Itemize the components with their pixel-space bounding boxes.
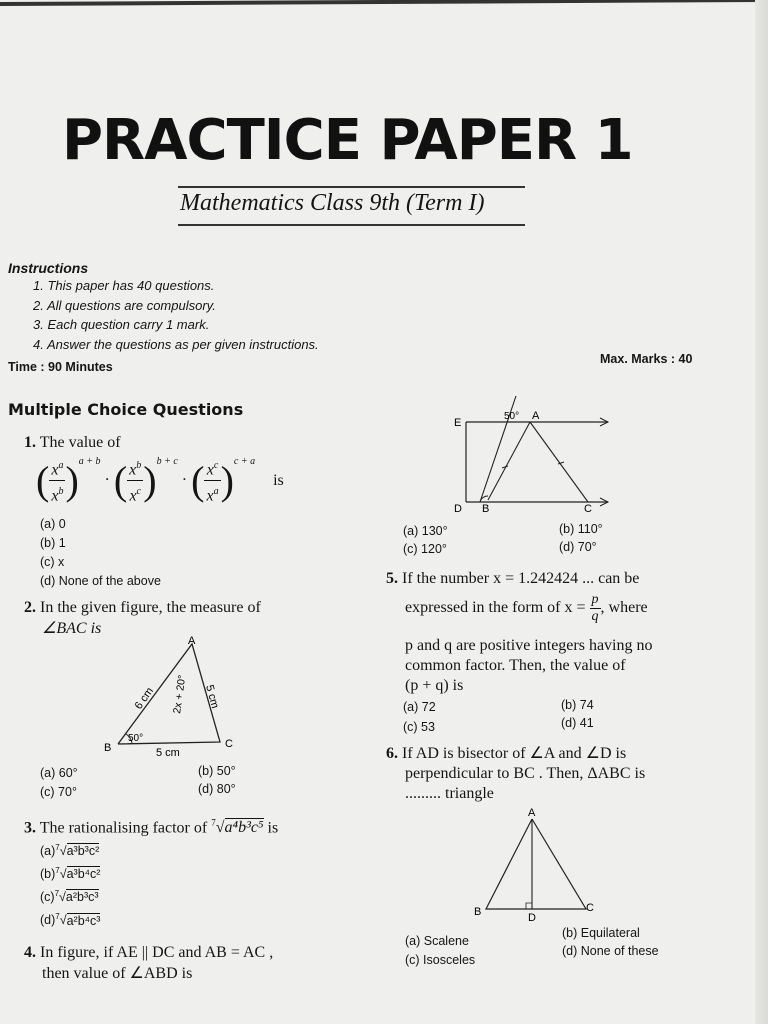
angle-a-label: 2x + 20° [171,674,189,715]
option: $(a)^7√a^3b^3c^2$ [40,843,100,859]
svg-text:C: C [584,503,592,515]
option: (c) 53 [403,720,435,734]
vertex-c-label: C [225,738,233,750]
option: (c) x [40,555,65,569]
q2-triangle-figure [100,630,260,760]
q1-expression: ( $\frac{x^a}{x^b}$ )$^{a + b}$ · ( $\frac{x^b}{x^c}$ )$^{b + c}$ · ( $\frac{x^c}{x^a}$ )$^{c + a}$ is [36,456,284,505]
option: (c) 70° [40,785,77,799]
instruction-item: 4. Answer the questions as per given instructions. [33,336,319,352]
svg-text:A: A [532,410,540,422]
option: (a) 72 [403,700,436,714]
svg-text:B: B [474,906,482,918]
max-marks: Max. Marks : 40 [600,352,693,366]
svg-text:E: E [454,417,462,429]
option: (b) Equilateral [562,926,640,940]
instruction-item: 1. This paper has 40 questions. [33,278,215,293]
option: (d) 70° [559,540,597,554]
option: (d) 41 [561,716,594,730]
option: (d) 80° [198,782,236,796]
q6-triangle-figure [470,805,600,925]
option: $(d)^7√a^2b^4c^3$ [40,912,101,928]
title-rule-top [178,186,525,188]
instruction-item: 2. All questions are compulsory. [33,297,216,313]
triangle-abc [486,819,586,909]
option: (a) Scalene [405,934,469,948]
page-title: PRACTICE PAPER 1 [62,108,633,173]
question-2: 2. In the given figure, the measure of ∠BAC is [24,599,261,637]
page-fold [755,0,768,1024]
option: (d) None of the above [40,574,161,588]
angle-b-label: 50° [128,733,144,744]
side-ac-label: 5 cm [203,683,221,710]
option: (c) Isosceles [405,953,476,967]
svg-text:A: A [528,807,536,819]
q5-lines: p and q are positive integers having no common factor. Then, the value of (p + q) is [405,637,653,694]
instruction-item: 3. Each question carry 1 mark. [33,317,210,332]
svg-text:B: B [482,503,490,515]
triangle-abc [118,644,220,744]
option: (b) 74 [561,698,594,712]
section-heading: Multiple Choice Questions [8,400,244,419]
question-5: 5. If the number x = 1.242424 ... can be [386,570,640,587]
svg-text:C: C [586,902,594,914]
instructions-list [33,276,319,354]
question-number: 1. [24,434,36,451]
q4-figure [448,392,618,517]
svg-text:D: D [528,912,536,924]
svg-text:D: D [454,503,462,515]
option: (a) 130° [403,524,448,538]
q5-line-2: expressed in the form of x = $\frac{p}{q}$ , where [405,592,648,624]
side-ab-label: 6 cm [132,685,157,712]
option: (b) 50° [198,764,236,778]
option: (d) None of these [562,944,659,958]
instructions-heading: Instructions [8,260,89,276]
question-1 [24,432,121,453]
svg-text:50°: 50° [504,411,520,422]
page-subtitle: Mathematics Class 9th (Term I) [180,190,485,216]
option: (b) 1 [40,536,66,550]
title-rule-bottom [178,224,525,226]
question-text: The value of [39,434,121,451]
radical-expression: $^7$√a⁴b³c⁵ [211,818,264,837]
option: (a) 60° [40,766,78,780]
option: (c) 120° [403,542,447,556]
option: (b) 110° [559,522,603,536]
q1-options [40,515,161,591]
option: (a) 0 [40,517,66,531]
q3-options [40,838,100,931]
side-bc-label: 5 cm [156,747,180,759]
question-6: 6. If AD is bisector of ∠A and ∠D is perpendicular to BC . Then, ΔABC is ......... triangle [386,745,646,802]
question-3: 3. The rationalising factor of $^7$√a⁴b³c⁵ is [24,818,279,837]
question-4: 4. In figure, if AE || DC and AB = AC , then value of ∠ABD is [24,944,274,982]
vertex-a-label: A [188,635,196,647]
page-top-edge [0,0,768,6]
vertex-b-label: B [104,742,112,754]
time-allowed: Time : 90 Minutes [8,360,113,374]
option: $(b)^7√a^3b^4c^2$ [40,866,101,882]
option: $(c)^7√a^2b^3c^3$ [40,889,99,905]
